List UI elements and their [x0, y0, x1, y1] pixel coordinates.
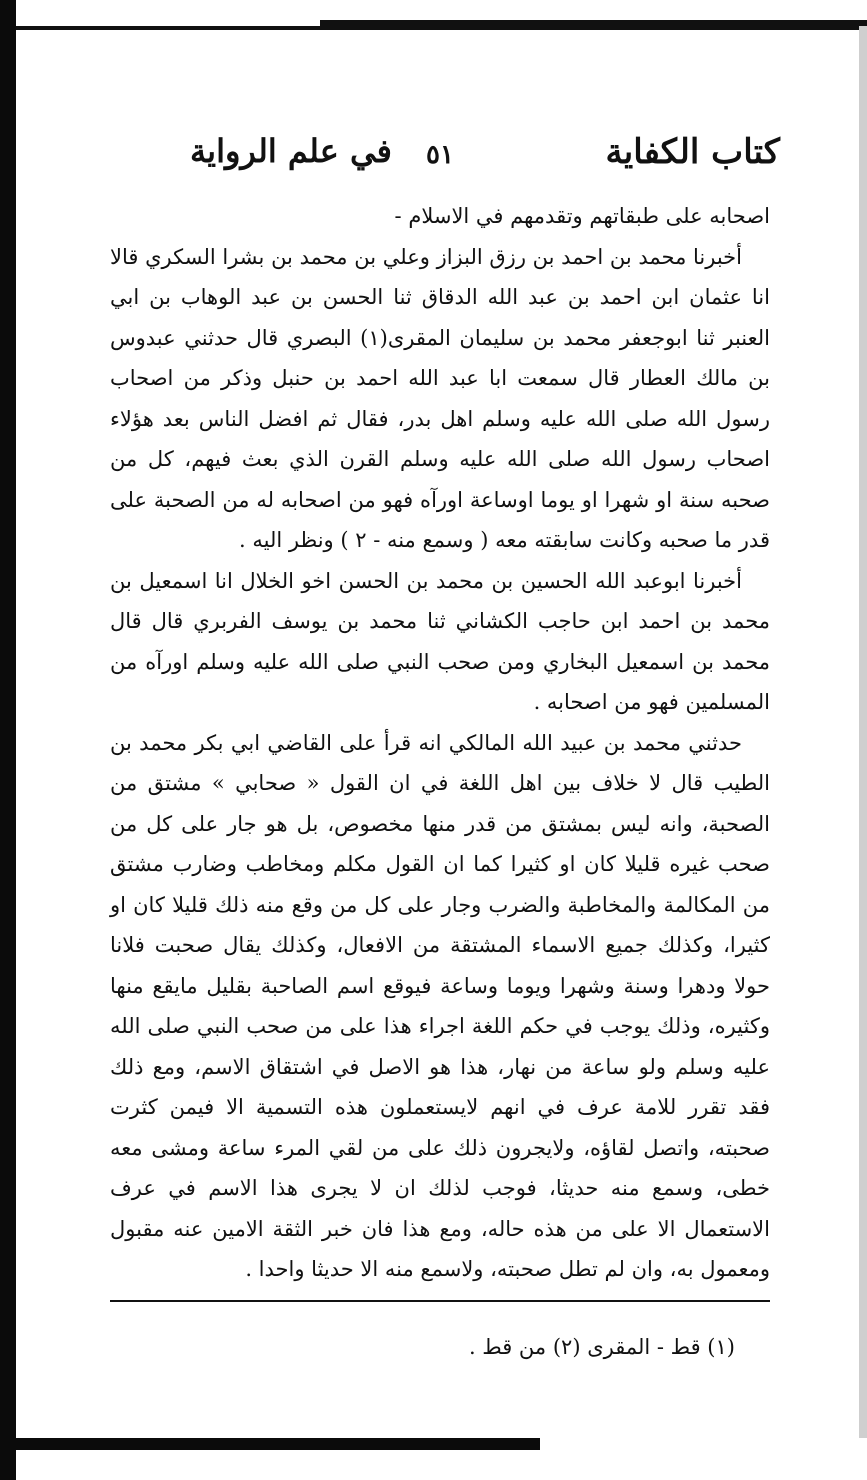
footnote: (١) قط - المقرى (٢) من قط . [468, 1335, 735, 1359]
book-subtitle: في علم الرواية [190, 132, 392, 170]
book-title: كتاب الكفاية [605, 132, 780, 172]
paragraph-narration-3: حدثني محمد بن عبيد الله المالكي انه قرأ على القاضي ابي بكر محمد بن الطيب قال لا خلاف بين اهل اللغة في ان القول « صحابي » مشتق من الصحبة، وانه ليس بمشتق من قدر منها مخصوص، بل هو جار على كل من صحب غيره قليلا كان او كثيرا كما ان القول مكلم ومخاطب وضارب مشتق من المكالمة والمخاطبة والضرب وجار على كل من وقع منه ذلك قليلا كان او كثيرا، وكذلك جميع الاسماء المشتقة من الافعال، وكذلك يقال صحبت فلانا حولا ودهرا وسنة وشهرا ويوما وساعة فيوقع اسم الصاحبة بقليل مايقع منها وكثيره، وذلك يوجب في حكم اللغة اجراء هذا على من صحب النبي صلى الله عليه وسلم ولو ساعة من نهار، هذا هو الاصل في اشتقاق الاسم، ومع ذلك فقد تقرر للامة عرف في انهم لايستعملون هذه التسمية الا فيمن كثرت صحبته، واتصل لقاؤه، ولايجرون ذلك على من لقي المرء ساعة ومشى معه خطى، وسمع منه حديثا، فوجب لذلك ان لا يجرى هذا الاسم في عرف الاستعمال الا على من هذه حاله، ومع هذا فان خبر الثقة الامين عنه مقبول ومعمول به، وان لم تطل صحبته، ولاسمع منه الا حديثا واحدا . [110, 730, 771, 1281]
paragraph-narration-2: أخبرنا ابوعبد الله الحسين بن محمد بن الحسن اخو الخلال انا اسمعيل بن محمد بن احمد ابن حاجب الكشاني ثنا محمد بن يوسف الفربري قال قال محمد بن اسمعيل البخاري ومن صحب النبي صلى الله عليه وسلم اورآه من المسلمين فهو من اصحابه . [110, 568, 770, 714]
scan-edge-left [0, 0, 16, 1480]
footnote-divider [110, 1300, 770, 1302]
paragraph-continuation: اصحابه على طبقاتهم وتقدمهم في الاسلام - [394, 204, 770, 228]
page-body [110, 196, 770, 1290]
book-page [110, 120, 780, 1290]
scan-edge-top-blank [0, 0, 320, 26]
running-header [110, 120, 780, 190]
paragraph-narration-1: أخبرنا محمد بن احمد بن رزق البزاز وعلي بن محمد بن بشرا السكري قالا انا عثمان ابن احمد بن عبد الله الدقاق ثنا الحسن بن عبد الوهاب بن ابي العنبر ثنا ابوجعفر محمد بن سليمان المقرى(١) البصري قال حدثني عبدوس بن مالك العطار قال سمعت ابا عبد الله احمد بن حنبل وذكر من اصحاب رسول الله صلى الله عليه وسلم اهل بدر، فقال ثم افضل الناس بعد هؤلاء اصحاب رسول الله صلى الله عليه وسلم القرن الذي بعث فيهم، كل من صحبه سنة او شهرا او يوما اوساعة اورآه فهو من اصحابه له من الصحبة على قدر ما صحبه وكانت سابقته معه ( وسمع منه - ٢ ) ونظر اليه . [110, 244, 771, 552]
scan-edge-right [859, 26, 867, 1438]
scan-edge-bottom [0, 1438, 540, 1450]
page-number: ٥١ [426, 140, 454, 170]
